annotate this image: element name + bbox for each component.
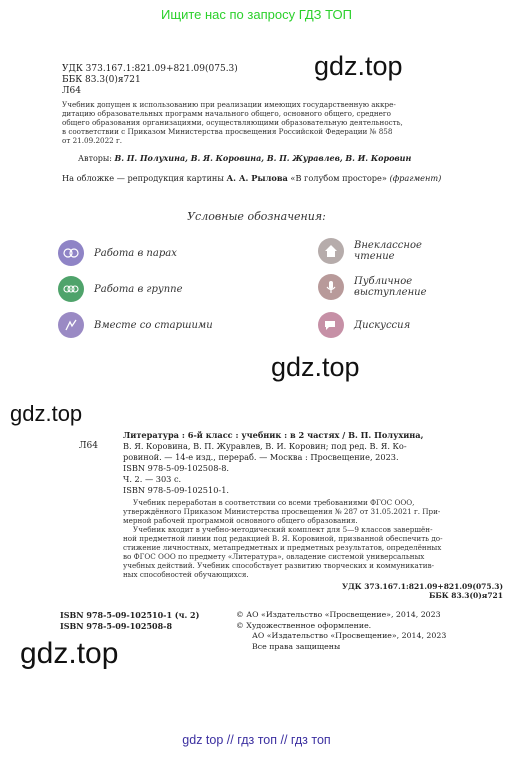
catalog-entry: Литература : 6-й класс : учебник : в 2 частях / В. П. Полухина, В. Я. Коровина, В. П. Журавлев, В. И. Коровин; под ред. В. Я. Ко- ровиной. — 14-е изд., перераб. — Москва : Просвещение, 2023. ISBN 978-5-09-102508-8. Ч. 2. — 303 с. ISBN 978-5-09-102510-1. (123, 430, 424, 495)
approval-text: Учебник допущен к использованию при реализации имеющих государственную аккре- дитацию образовательных программ начального общего, основного общего, среднего общего образования организациями, осуществляющими образовательную деятельность, в соответствии с Приказом Министерства просвещения Российской Федерации № 858 от 21.09.2022 г. (62, 100, 403, 145)
promo-banner[interactable]: Ищите нас по запросу ГДЗ ТОП (161, 7, 352, 22)
authors-line: Авторы: В. П. Полухина, В. Я. Коровина, В. П. Журавлев, В. И. Коровин (78, 153, 412, 163)
catalog-description: Учебник переработан в соответствии со всеми требованиями ФГОС ООО, утверждённого Приказом Министерства просвещения № 287 от 31.05.2021 г. При- мерной рабочей программой основного общего образования. Учебник входит в учебно-методический комплект для 5—9 классов завершён- ной предметной линии под редакцией В. Я. Коровиной, призванной обеспечить до- стижение личностных, метапредметных и предметных результатов, определённых во ФГОС ООО по предмету «Литература», овладение системой универсальных учебных действий. Учебник способствует развитию творческих и коммуникатив- ных способностей обучающихся. (123, 498, 443, 579)
legend-item-extra-reading: Внеклассное чтение (318, 238, 422, 264)
legend-item-elders: Вместе со старшими (58, 312, 213, 338)
legend-item-public-speaking: Публичное выступление (318, 274, 427, 300)
cover-line: На обложке — репродукция картины А. А. Рылова «В голубом просторе» (фрагмент) (62, 173, 442, 183)
watermark: gdz.top (20, 637, 119, 670)
chat-icon (318, 312, 344, 338)
group-faces-icon (58, 276, 84, 302)
author-code: Л64 (62, 86, 81, 96)
udk-code: УДК 373.167.1:821.09+821.09(075.3) (62, 64, 238, 74)
legend-title: Условные обозначения: (187, 210, 326, 223)
legend-item-discussion: Дискуссия (318, 312, 410, 338)
microphone-icon (318, 274, 344, 300)
copyright-block: © АО «Издательство «Просвещение», 2014, 2023 © Художественное оформление. АО «Издательство «Просвещение», 2014, 2023 Все права защищены (236, 610, 447, 651)
watermark: gdz.top (10, 401, 83, 426)
watermark: gdz.top (314, 51, 403, 81)
hands-icon (58, 312, 84, 338)
pair-faces-icon (58, 240, 84, 266)
footer-links[interactable]: gdz top // гдз топ // гдз топ (182, 733, 331, 747)
bbk-code: ББК 83.3(0)я721 (62, 75, 141, 85)
isbn-block: ISBN 978-5-09-102510-1 (ч. 2) ISBN 978-5-09-102508-8 (60, 610, 200, 631)
watermark: gdz.top (271, 352, 360, 382)
catalog-code: Л64 (79, 441, 98, 451)
catalog-codes: УДК 373.167.1:821.09+821.09(075.3) ББК 83.3(0)я721 (342, 582, 503, 600)
house-icon (318, 238, 344, 264)
legend-item-group: Работа в группе (58, 276, 183, 302)
legend-item-pairs: Работа в парах (58, 240, 177, 266)
